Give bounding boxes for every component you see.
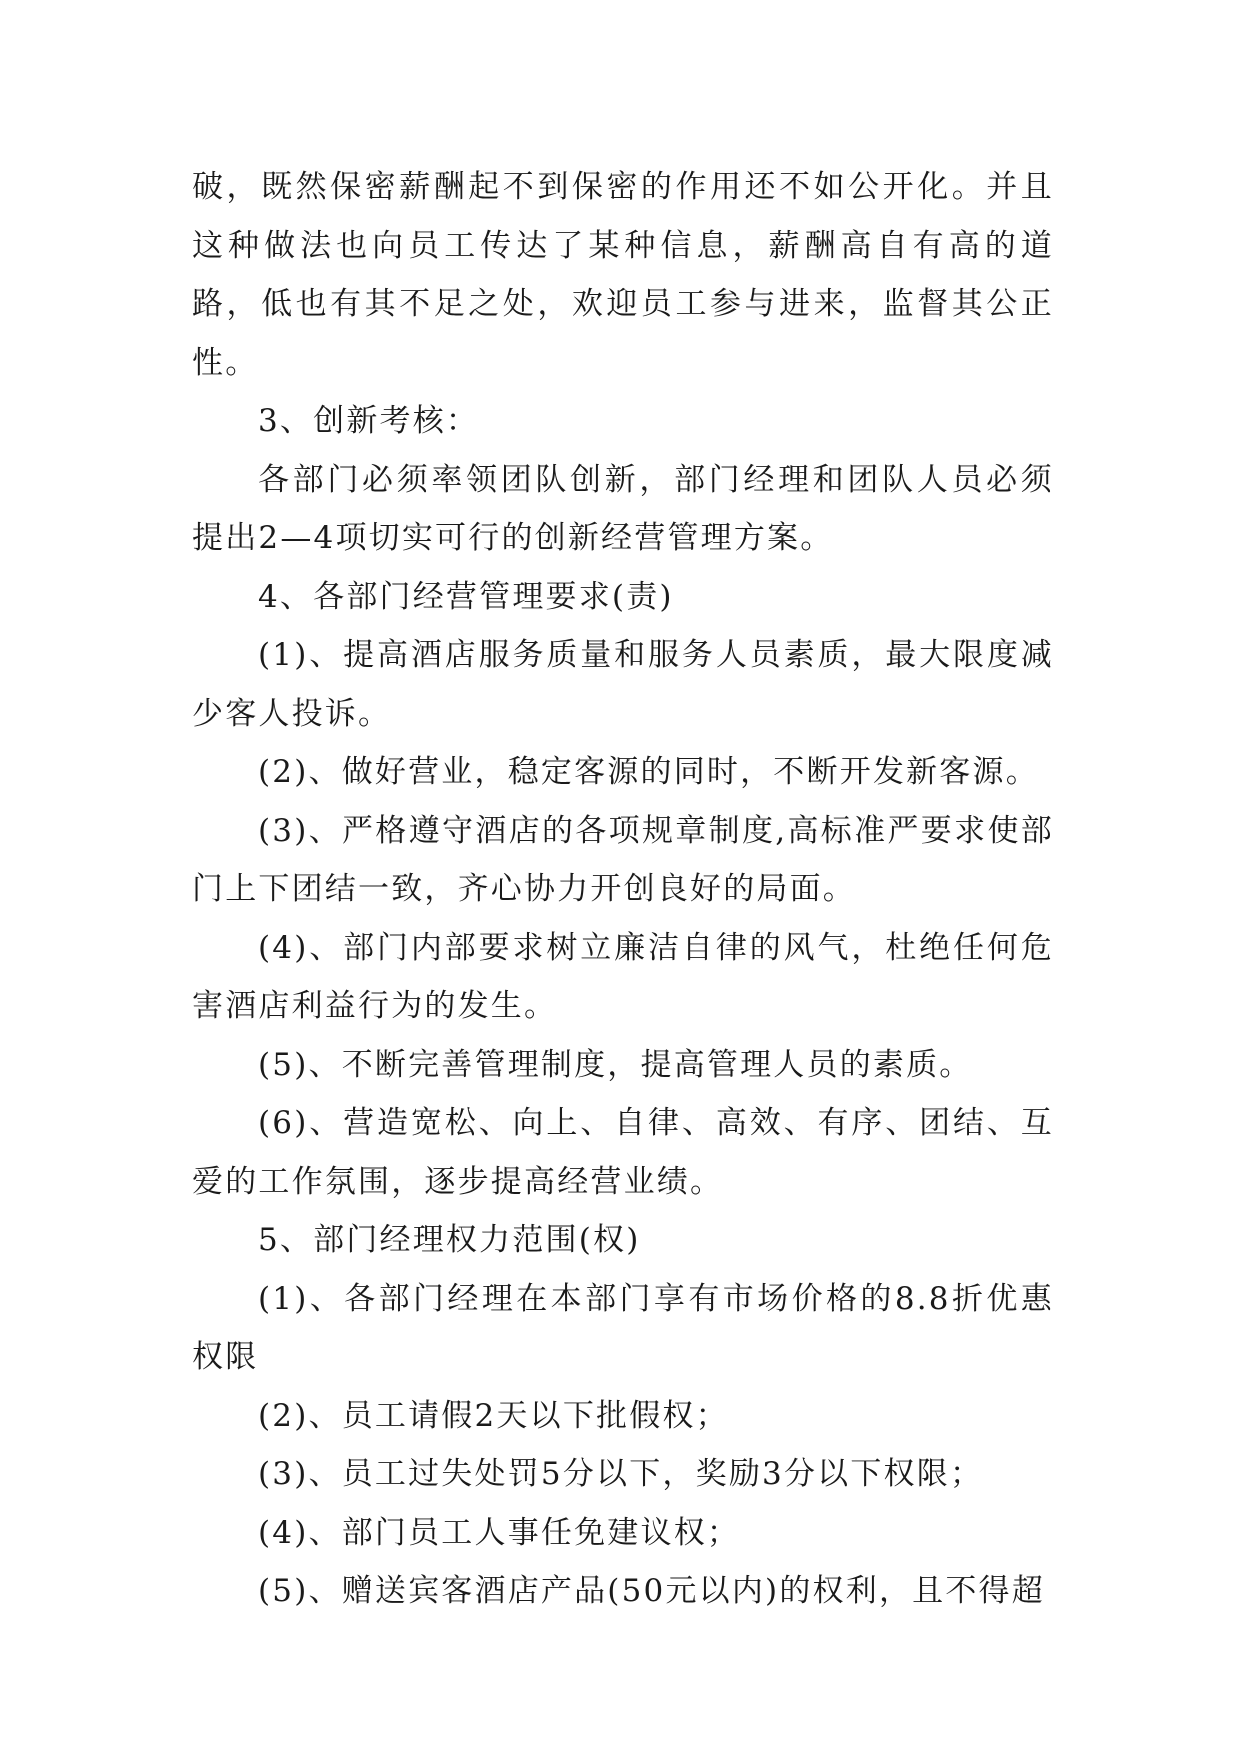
- document-body: [192, 158, 1054, 1621]
- paragraph-salary-openness: 破，既然保密薪酬起不到保密的作用还不如公开化。并且这种做法也向员工传达了某种信息，薪酬高自有高的道路，低也有其不足之处，欢迎员工参与进来，监督其公正性。: [192, 169, 1054, 381]
- heading-management-requirements: 4、各部门经营管理要求(责): [258, 578, 674, 615]
- list-item-requirement-2: (2)、做好营业，稳定客源的同时，不断开发新客源。: [258, 754, 1039, 790]
- list-item-requirement-6: (6)、营造宽松、向上、自律、高效、有序、团结、互爱的工作氛围，逐步提高经营业绩。: [192, 1105, 1054, 1200]
- paragraph-innovation-requirement: 各部门必须率领团队创新，部门经理和团队人员必须提出2—4项切实可行的创新经营管理方案。: [192, 461, 1054, 556]
- heading-manager-authority: 5、部门经理权力范围(权): [258, 1222, 641, 1258]
- list-item-requirement-5: (5)、不断完善管理制度，提高管理人员的素质。: [258, 1046, 973, 1083]
- list-item-requirement-3: (3)、严格遵守酒店的各项规章制度,高标准严要求使部门上下团结一致，齐心协力开创良好的局面。: [192, 812, 1054, 907]
- list-item-authority-1: (1)、各部门经理在本部门享有市场价格的8.8折优惠权限: [192, 1280, 1054, 1375]
- list-item-authority-4: (4)、部门员工人事任免建议权；: [258, 1514, 741, 1551]
- list-item-authority-5: (5)、赠送宾客酒店产品(50元以内)的权利，且不得超: [258, 1573, 1045, 1609]
- list-item-requirement-4: (4)、部门内部要求树立廉洁自律的风气，杜绝任何危害酒店利益行为的发生。: [192, 929, 1054, 1024]
- list-item-authority-3: (3)、员工过失处罚5分以下，奖励3分以下权限；: [258, 1456, 984, 1492]
- list-item-authority-2: (2)、员工请假2天以下批假权；: [258, 1397, 729, 1434]
- heading-innovation-assessment: 3、创新考核：: [258, 403, 480, 439]
- list-item-requirement-1: (1)、提高酒店服务质量和服务人员素质，最大限度减少客人投诉。: [192, 637, 1054, 732]
